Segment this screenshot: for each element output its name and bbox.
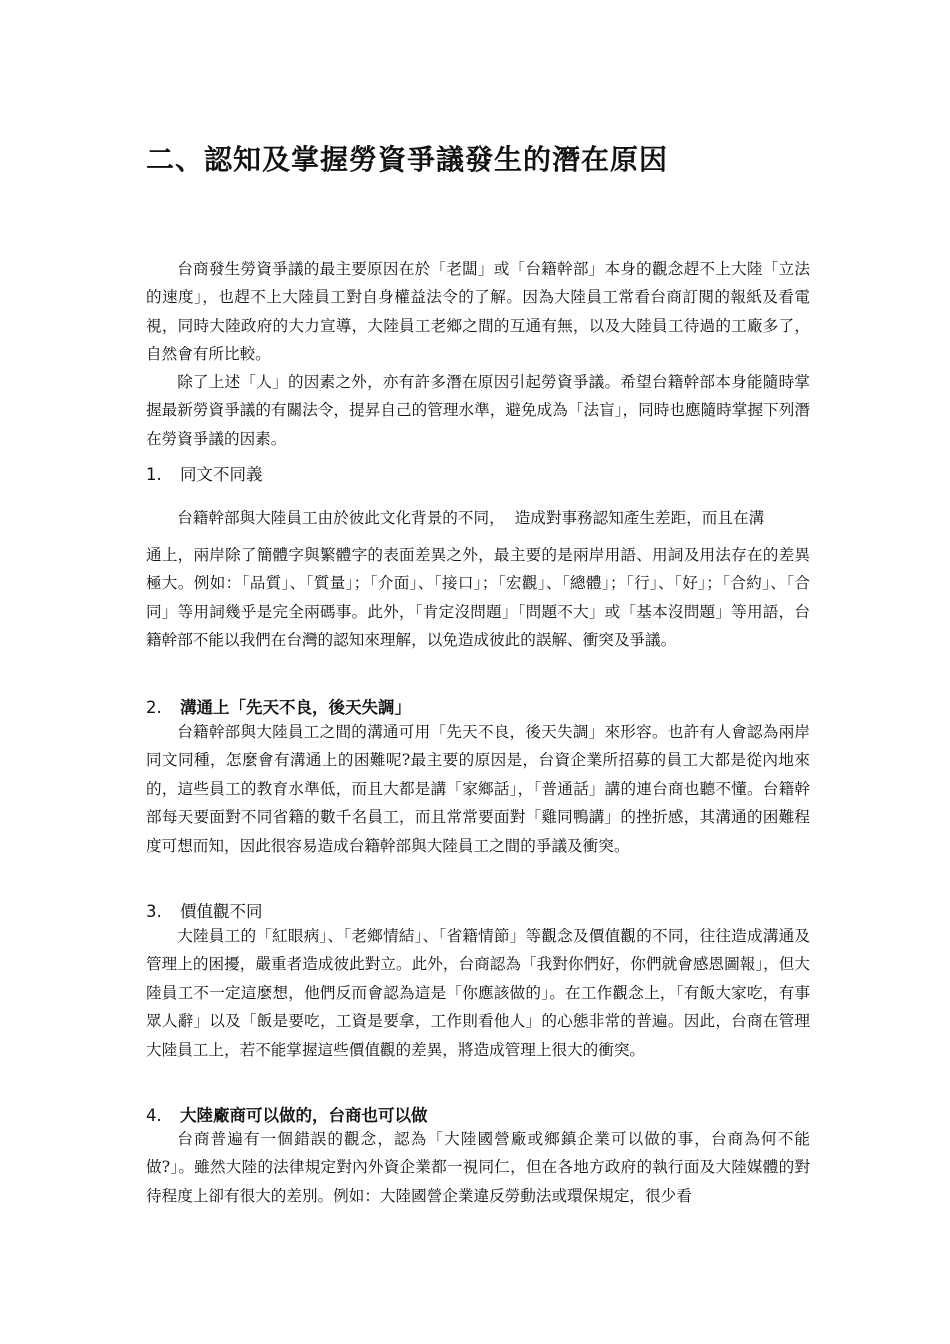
section-title: 同文不同義	[180, 465, 263, 484]
section-title: 大陸廠商可以做的，台商也可以做	[180, 1106, 428, 1125]
section-number: 3.	[146, 902, 162, 921]
section-number: 1.	[146, 465, 162, 484]
section-heading-2	[146, 694, 411, 718]
section-4-paragraph: 台商普遍有一個錯誤的觀念，認為「大陸國營廠或鄉鎮企業可以做的事，台商為何不能做?」。雖然大陸的法律規定對內外資企業都一視同仁，但在各地方政府的執行面及大陸媒體的對待程度上卻有很大的差別。例如：大陸國營企業違反勞動法或環保規定，很少看	[146, 1130, 810, 1205]
section-title: 價值觀不同	[180, 902, 263, 921]
page-title: 二、認知及掌握勞資爭議發生的潛在原因	[146, 143, 669, 176]
section-1-text-a: 台籍幹部與大陸員工由於彼此文化背景的不同，	[177, 509, 505, 527]
section-2-paragraph: 台籍幹部與大陸員工之間的溝通可用「先天不良，後天失調」來形容。也許有人會認為兩岸同文同種，怎麼會有溝通上的困難呢?最主要的原因是，台資企業所招募的員工大都是從內地來的，這些員工的教育水準低，而且大都是講「家鄉話」，「普通話」講的連台商也聽不懂。台籍幹部每天要面對不同省籍的數千名員工，而且常常要面對「雞同鴨講」的挫折感，其溝通的困難程度可想而知，因此很容易造成台籍幹部與大陸員工之間的爭議及衝突。	[146, 723, 810, 855]
section-number: 2.	[146, 698, 162, 717]
section-heading-4	[146, 1102, 428, 1126]
section-1-text-b: 造成對事務認知產生差距，而且在溝	[514, 509, 765, 527]
intro-paragraph-1: 台商發生勞資爭議的最主要原因在於「老闆」或「台籍幹部」本身的觀念趕不上大陸「立法的速度」，也趕不上大陸員工對自身權益法令的了解。因為大陸員工常看台商訂閱的報紙及看電視，同時大陸政府的大力宣導，大陸員工老鄉之間的互通有無，以及大陸員工待過的工廠多了，自然會有所比較。	[146, 260, 810, 364]
section-title: 溝通上「先天不良，後天失調」	[180, 698, 411, 717]
section-heading-1	[146, 461, 263, 485]
section-1-paragraph: 通上，兩岸除了簡體字與繁體字的表面差異之外，最主要的是兩岸用語、用詞及用法存在的差異極大。例如：「品質」、「質量」；「介面」、「接口」；「宏觀」、「總體」；「行」、「好」；「合約」、「合同」等用詞幾乎是完全兩碼事。此外，「肯定沒問題」「問題不大」或「基本沒問題」等用語，台籍幹部不能以我們在台灣的認知來理解，以免造成彼此的誤解、衝突及爭議。	[146, 546, 810, 650]
section-heading-3	[146, 898, 263, 922]
intro-paragraph-2: 除了上述「人」的因素之外，亦有許多潛在原因引起勞資爭議。希望台籍幹部本身能隨時掌握最新勞資爭議的有關法令，提昇自己的管理水準，避免成為「法盲」，同時也應隨時掌握下列潛在勞資爭議的因素。	[146, 373, 810, 448]
section-3-paragraph: 大陸員工的「紅眼病」、「老鄉情結」、「省籍情節」等觀念及價值觀的不同，往往造成溝通及管理上的困擾，嚴重者造成彼此對立。此外，台商認為「我對你們好，你們就會感恩圖報」，但大陸員工不一定這麼想，他們反而會認為這是「你應該做的」。在工作觀念上，「有飯大家吃，有事眾人辭」以及「飯是要吃，工資是要拿，工作則看他人」的心態非常的普遍。因此，台商在管理大陸員工上，若不能掌握這些價值觀的差異，將造成管理上很大的衝突。	[146, 927, 810, 1059]
section-number: 4.	[146, 1106, 162, 1125]
section-1-paragraph-line-1	[146, 504, 764, 532]
